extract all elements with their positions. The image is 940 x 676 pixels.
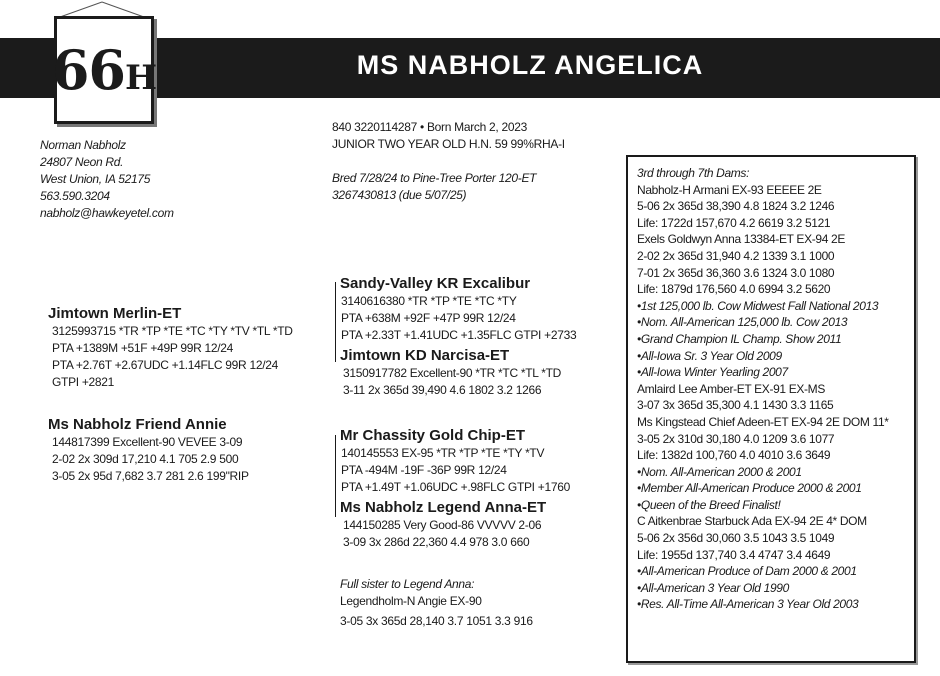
page-title: MS NABHOLZ ANGELICA <box>356 50 704 80</box>
sire-dam-line: 3150917782 Excellent-90 *TR *TC *TL *TD <box>343 366 561 380</box>
dam-block <box>48 415 249 485</box>
dams-box-line: 2-02 2x 365d 31,940 4.2 1339 3.1 1000 <box>637 248 835 263</box>
dam-sire-block <box>340 426 570 496</box>
sire-line: GTPI +2821 <box>52 375 115 389</box>
dams-box-line: Life: 1382d 100,760 4.0 4010 3.6 3649 <box>637 448 831 463</box>
animal-class-line: JUNIOR TWO YEAR OLD H.N. 59 99%RHA-I <box>332 137 565 151</box>
dam-line: 2-02 2x 309d 17,210 4.1 705 2.9 500 <box>52 452 239 466</box>
sire-pedigree-bracket <box>335 282 336 362</box>
dams-box-line: 3-07 3x 365d 35,300 4.1 1430 3.3 1165 <box>637 398 834 413</box>
dam-pedigree-bracket <box>335 435 336 517</box>
owner-city: West Union, IA 52175 <box>40 172 151 186</box>
sire-line: 3125993715 *TR *TP *TE *TC *TY *TV *TL *TD <box>52 324 293 338</box>
dams-box-honor: •All-American 3 Year Old 1990 <box>637 580 789 595</box>
dam-line: 144817399 Excellent-90 VEVEE 3-09 <box>52 435 243 449</box>
sire-sire-line: PTA +638M +92F +47P 99R 12/24 <box>341 311 516 325</box>
dam-sire-line: PTA +1.49T +1.06UDC +.98FLC GTPI +1760 <box>341 480 570 494</box>
owner-street: 24807 Neon Rd. <box>40 155 124 169</box>
sire-sire-line: 3140616380 *TR *TP *TE *TC *TY <box>341 294 517 308</box>
dams-box-line: Exels Goldwyn Anna 13384-ET EX-94 2E <box>637 232 845 247</box>
full-sister-heading: Full sister to Legend Anna: <box>340 577 475 591</box>
full-sister-record: 3-05 3x 365d 28,140 3.7 1051 3.3 916 <box>340 614 533 628</box>
animal-id-line: 840 3220114287 • Born March 2, 2023 <box>332 120 527 134</box>
full-sister-block <box>340 576 533 630</box>
dams-box-line: 5-06 2x 356d 30,060 3.5 1043 3.5 1049 <box>637 531 835 546</box>
dam-dam-block <box>340 498 546 551</box>
dams-box-line: Ms Kingstead Chief Adeen-ET EX-94 2E DOM 11* <box>637 414 889 429</box>
sire-line: PTA +2.76T +2.67UDC +1.14FLC 99R 12/24 <box>52 358 278 372</box>
dams-box-honor: •Res. All-Time All-American 3 Year Old 2003 <box>637 597 859 612</box>
sire-sire-name: Sandy-Valley KR Excalibur <box>340 275 531 292</box>
dams-box-line: 3-05 2x 310d 30,180 4.0 1209 3.6 1077 <box>637 431 835 446</box>
lot-number: 66H <box>51 38 157 102</box>
dams-box-lines <box>637 165 889 613</box>
dams-box-honor: •All-Iowa Sr. 3 Year Old 2009 <box>637 348 782 363</box>
dams-box-heading: 3rd through 7th Dams: <box>637 166 750 180</box>
sire-sire-line: PTA +2.33T +1.41UDC +1.35FLC GTPI +2733 <box>341 328 577 342</box>
sire-block <box>48 304 293 391</box>
sire-sire-block <box>340 274 576 344</box>
dams-box-line: Life: 1955d 137,740 3.4 4747 3.4 4649 <box>637 547 831 562</box>
owner-name: Norman Nabholz <box>40 138 126 152</box>
dams-box-line: Life: 1722d 157,670 4.2 6619 3.2 5121 <box>637 215 831 230</box>
dams-box-honor: •1st 125,000 lb. Cow Midwest Fall National 2013 <box>637 298 879 313</box>
owner-block <box>40 137 174 222</box>
sire-line: PTA +1389M +51F +49P 99R 12/24 <box>52 341 234 355</box>
dams-box <box>626 155 916 663</box>
dam-sire-name: Mr Chassity Gold Chip-ET <box>340 427 526 444</box>
sire-dam-block <box>340 346 561 399</box>
dams-box-line: 5-06 2x 365d 38,390 4.8 1824 3.2 1246 <box>637 199 835 214</box>
animal-info <box>332 119 565 204</box>
owner-phone: 563.590.3204 <box>40 189 110 203</box>
sire-name: Jimtown Merlin-ET <box>48 305 182 322</box>
dams-box-line: Amlaird Lee Amber-ET EX-91 EX-MS <box>637 381 825 396</box>
owner-email: nabholz@hawkeyetel.com <box>40 206 174 220</box>
service-line: 3267430813 (due 5/07/25) <box>332 188 467 202</box>
dams-box-honor: •Nom. All-American 2000 & 2001 <box>637 464 802 479</box>
dams-box-line: C Aitkenbrae Starbuck Ada EX-94 2E 4* DOM <box>637 514 867 529</box>
dam-sire-line: PTA -494M -19F -36P 99R 12/24 <box>341 463 507 477</box>
lot-number-tag <box>51 16 157 124</box>
full-sister-name: Legendholm-N Angie EX-90 <box>340 594 482 608</box>
sire-dam-line: 3-11 2x 365d 39,490 4.6 1802 3.2 1266 <box>343 383 542 397</box>
sire-dam-name: Jimtown KD Narcisa-ET <box>340 347 510 364</box>
dams-box-honor: •All-American Produce of Dam 2000 & 2001 <box>637 564 857 579</box>
dams-box-line: Life: 1879d 176,560 4.0 6994 3.2 5620 <box>637 282 831 297</box>
dams-box-honor: •Queen of the Breed Finalist! <box>637 497 781 512</box>
dam-line: 3-05 2x 95d 7,682 3.7 281 2.6 199"RIP <box>52 469 249 483</box>
dam-dam-name: Ms Nabholz Legend Anna-ET <box>340 499 547 516</box>
dam-sire-line: 140145553 EX-95 *TR *TP *TE *TY *TV <box>341 446 545 460</box>
bred-line: Bred 7/28/24 to Pine-Tree Porter 120-ET <box>332 171 537 185</box>
dam-name: Ms Nabholz Friend Annie <box>48 416 227 433</box>
dams-box-honor: •All-Iowa Winter Yearling 2007 <box>637 365 788 380</box>
dams-box-line: Nabholz-H Armani EX-93 EEEEE 2E <box>637 182 822 197</box>
dam-dam-line: 3-09 3x 286d 22,360 4.4 978 3.0 660 <box>343 535 530 549</box>
dams-box-honor: •Grand Champion IL Champ. Show 2011 <box>637 331 842 346</box>
dams-box-honor: •Member All-American Produce 2000 & 2001 <box>637 481 862 496</box>
dams-box-honor: •Nom. All-American 125,000 lb. Cow 2013 <box>637 315 848 330</box>
dams-box-line: 7-01 2x 365d 36,360 3.6 1324 3.0 1080 <box>637 265 835 280</box>
dam-dam-line: 144150285 Very Good-86 VVVVV 2-06 <box>343 518 542 532</box>
